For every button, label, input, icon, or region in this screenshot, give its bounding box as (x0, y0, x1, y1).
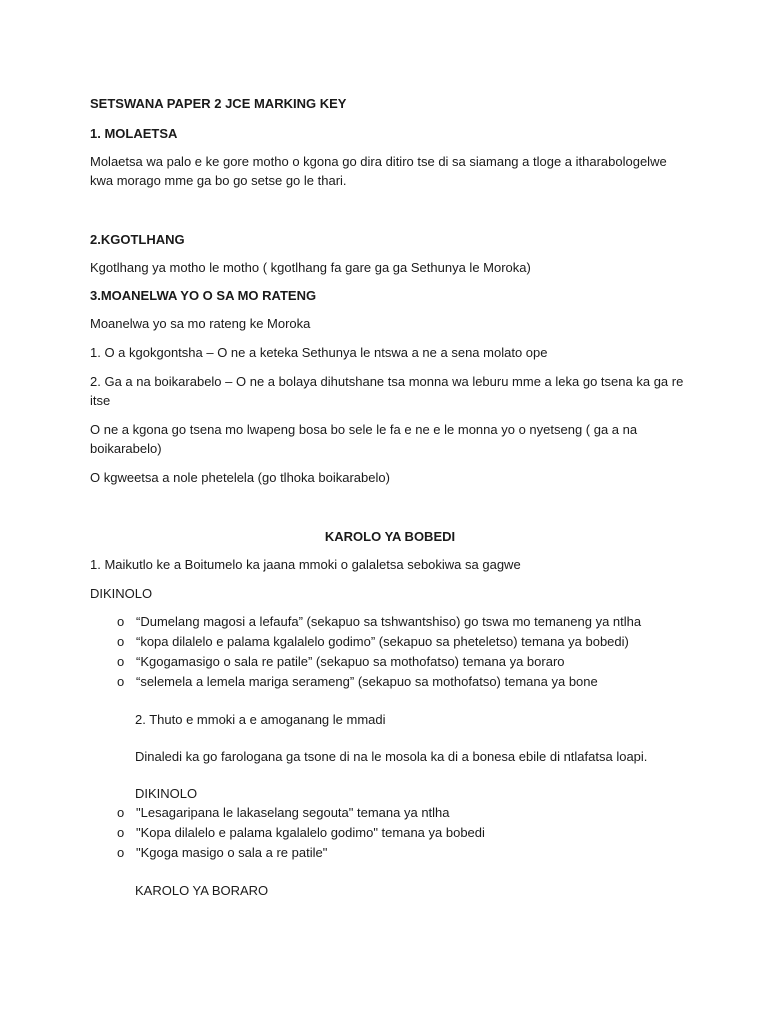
list-item: o "Kgoga masigo o sala a re patile" (90, 843, 690, 863)
section-1-body: Molaetsa wa palo e ke gore motho o kgona go dira ditiro tse di sa siamang a tloge a itharabologelwe kwa morago mme ga bo go setse go le thari. (90, 154, 667, 188)
document-title: SETSWANA PAPER 2 JCE MARKING KEY (90, 96, 347, 111)
bullet-mark: o (117, 654, 125, 669)
list-item: o “Kgogamasigo o sala re patile” (sekapuo sa mothofatso) temana ya boraro (90, 652, 690, 672)
list-item: o “Dumelang magosi a lefaufa” (sekapuo sa tshwantshiso) go tswa mo temaneng ya ntlha (90, 612, 690, 632)
document-page (90, 94, 690, 900)
list-item: o "Lesagaripana le lakaselang segouta" temana ya ntlha (90, 803, 690, 823)
dikinolo-label-2: DIKINOLO (135, 786, 198, 801)
quotes-list-1 (90, 612, 690, 692)
bullet-mark: o (117, 845, 125, 860)
section-3-point-1: 1. O a kgokgontsha – O ne a keteka Sethunya le ntswa a ne a sena molato ope (90, 345, 548, 360)
quotes-list-2 (90, 803, 690, 863)
list-item: o "Kopa dilalelo e palama kgalalelo godimo" temana ya bobedi (90, 823, 690, 843)
list-item: o “kopa dilalelo e palama kgalalelo godimo” (sekapuo sa pheteletso) temana ya bobedi) (90, 632, 690, 652)
bullet-mark: o (117, 614, 125, 629)
section-3-intro: Moanelwa yo sa mo rateng ke Moroka (90, 316, 311, 331)
part-2-question-1: 1. Maikutlo ke a Boitumelo ka jaana mmoki o galaletsa sebokiwa sa gagwe (90, 557, 521, 572)
section-3-heading: 3.MOANELWA YO O SA MO RATENG (90, 288, 317, 303)
part-3-heading: KAROLO YA BORARO (135, 883, 269, 898)
dikinolo-label-1: DIKINOLO (90, 586, 153, 601)
section-1-heading: 1. MOLAETSA (90, 126, 178, 141)
bullet-mark: o (117, 825, 125, 840)
list-item: o “selemela a lemela mariga serameng” (sekapuo sa mothofatso) temana ya bone (90, 672, 690, 692)
section-2-heading: 2.KGOTLHANG (90, 232, 185, 247)
bullet-mark: o (117, 634, 125, 649)
section-3-point-4: O kgweetsa a nole phetelela (go tlhoka boikarabelo) (90, 470, 390, 485)
section-3-point-2: 2. Ga a na boikarabelo – O ne a bolaya dihutshane tsa monna wa leburu mme a leka go tsena ka ga re itse (90, 374, 684, 408)
part-2-question-2: 2. Thuto e mmoki a e amoganang le mmadi (135, 712, 386, 727)
bullet-mark: o (117, 674, 125, 689)
section-2-body: Kgotlhang ya motho le motho ( kgotlhang fa gare ga ga Sethunya le Moroka) (90, 260, 531, 275)
bullet-mark: o (117, 805, 125, 820)
part-2-heading: KAROLO YA BOBEDI (324, 529, 456, 544)
part-2-question-2-body: Dinaledi ka go farologana ga tsone di na le mosola ka di a bonesa ebile di ntlafatsa loapi. (135, 749, 648, 764)
section-3-point-3: O ne a kgona go tsena mo lwapeng bosa bo sele le fa e ne e le monna yo o nyetseng ( ga a na boikarabelo) (90, 422, 638, 456)
